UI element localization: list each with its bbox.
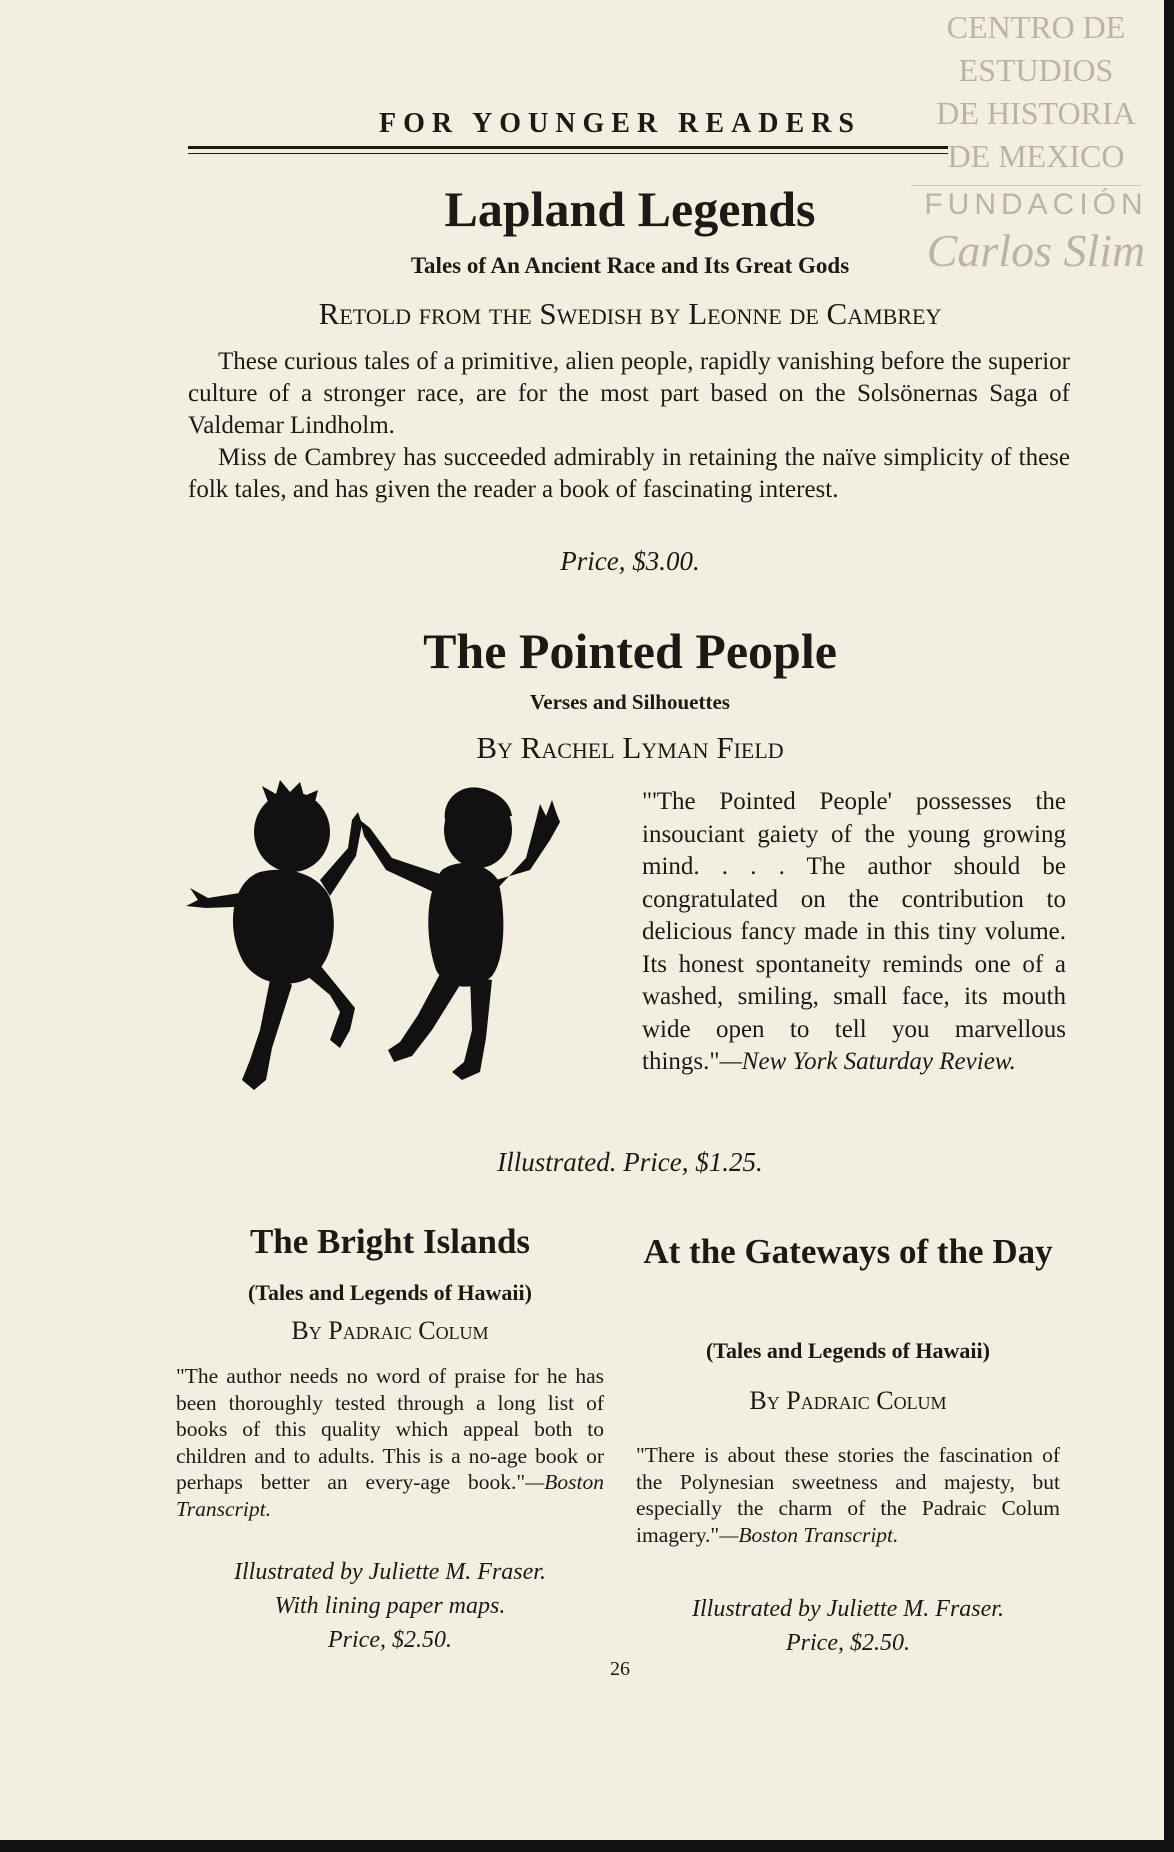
watermark-foundation: FUNDACIÓN — [924, 188, 1148, 221]
review-quote: "'The Pointed People' possesses the insouciant gaiety of the young growing mind. . . . The author should be congratulated on the contribution to delicious fancy made in this tiny volume. Its honest spontaneity reminds one of a washed, smiling, small face, its mouth wide open to tell you marvellous things." — [642, 788, 1066, 1075]
review-source: —Boston Transcript. — [176, 1470, 604, 1521]
book-review — [176, 1363, 604, 1522]
book-price: Price, $3.00. — [560, 546, 700, 576]
book-subtitle: Tales of An Ancient Race and Its Great Gods — [410, 253, 850, 278]
page-number: 26 — [610, 1658, 630, 1680]
watermark-signature: Carlos Slim — [926, 225, 1146, 276]
header-rule — [188, 146, 948, 149]
header-rule-thin — [188, 153, 948, 154]
watermark-line: CENTRO DE — [946, 9, 1126, 45]
book-title: The Pointed People — [423, 623, 837, 679]
watermark-line: ESTUDIOS — [958, 52, 1114, 88]
book-details — [176, 1555, 604, 1657]
book-title: The Bright Islands — [249, 1222, 531, 1261]
review-quote: "There is about these stories the fascination of the Polynesian sweetness and majesty, but especially the charm of the Padraic Colum imagery." — [636, 1443, 1060, 1547]
review-source: —New York Saturday Review. — [719, 1048, 1016, 1075]
book-byline: By Padraic Colum — [291, 1316, 489, 1345]
book-details — [636, 1592, 1060, 1660]
book-review — [642, 786, 1066, 1079]
book-review — [636, 1442, 1060, 1548]
watermark-line: DE HISTORIA — [936, 95, 1136, 131]
watermark-line: DE MEXICO — [947, 138, 1125, 174]
review-source: —Boston Transcript. — [719, 1522, 899, 1547]
book-title: At the Gateways of the Day — [643, 1232, 1053, 1271]
review-quote: "The author needs no word of praise for he has been thoroughly tested through a long list of books of this quality which appeal both to children and to adults. This is a no-age book or perhaps better an every-age book." — [176, 1364, 604, 1494]
book-byline: By Rachel Lyman Field — [476, 730, 784, 765]
book-subtitle: (Tales and Legends of Hawaii) — [705, 1338, 990, 1363]
book-byline: By Padraic Colum — [749, 1386, 947, 1415]
book-price: Illustrated. Price, $1.25. — [497, 1147, 763, 1177]
illustrator-line: Illustrated by Juliette M. Fraser. — [234, 1559, 546, 1585]
description-paragraph: These curious tales of a primitive, alien people, rapidly vanishing before the superior culture of a stronger race, are for the most part based on the Solsönernas Saga of Valdemar Lindholm. — [188, 348, 1070, 439]
illustrator-line: Illustrated by Juliette M. Fraser. — [692, 1596, 1004, 1622]
book-price: Price, $2.50. — [328, 1627, 452, 1653]
dancing-children-silhouette — [180, 780, 620, 1110]
book-byline: Retold from the Swedish by Leonne de Cambrey — [318, 296, 942, 331]
book-title: Lapland Legends — [444, 181, 816, 237]
description-paragraph: Miss de Cambrey has succeeded admirably in retaining the naïve simplicity of these folk tales, and has given the reader a book of fascinating interest. — [188, 444, 1070, 503]
section-header: FOR YOUNGER READERS — [379, 108, 861, 139]
book-price: Price, $2.50. — [786, 1630, 910, 1656]
book-subtitle: (Tales and Legends of Hawaii) — [247, 1280, 532, 1305]
book-subtitle: Verses and Silhouettes — [530, 690, 730, 714]
extra-line: With lining paper maps. — [274, 1593, 506, 1619]
book-description — [188, 346, 1070, 506]
